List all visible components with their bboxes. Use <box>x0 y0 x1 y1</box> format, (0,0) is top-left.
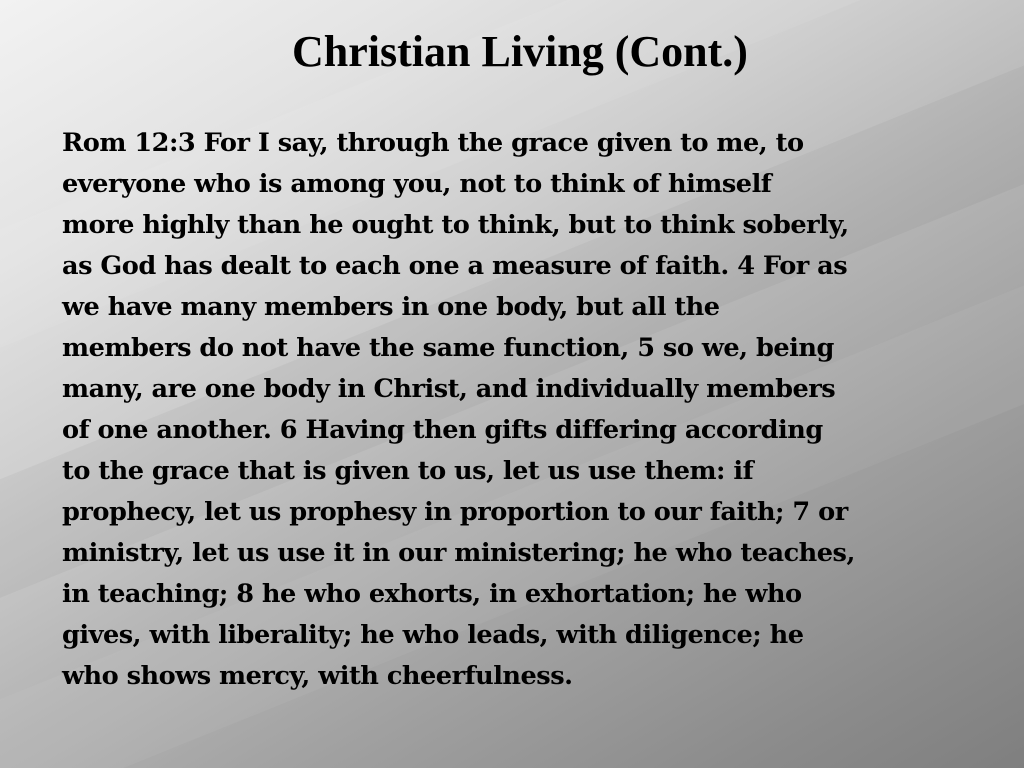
passage-line: ministry, let us use it in our ministering; he who teaches, <box>62 538 855 568</box>
passage-line: Rom 12:3 For I say, through the grace given to me, to <box>62 128 804 158</box>
passage-line: of one another. 6 Having then gifts differing according <box>62 415 823 445</box>
passage-line: who shows mercy, with cheerfulness. <box>62 661 573 691</box>
passage-line: prophecy, let us prophesy in proportion to our faith; 7 or <box>62 497 848 527</box>
slide-title: Christian Living (Cont.) <box>292 27 748 76</box>
passage-line: gives, with liberality; he who leads, with diligence; he <box>62 620 804 650</box>
passage-line: as God has dealt to each one a measure of faith. 4 For as <box>62 251 848 281</box>
passage-line: in teaching; 8 he who exhorts, in exhortation; he who <box>62 579 802 609</box>
passage-line: many, are one body in Christ, and individually members <box>62 374 836 404</box>
passage-line: more highly than he ought to think, but to think soberly, <box>62 210 849 240</box>
passage-line: members do not have the same function, 5 so we, being <box>62 333 834 363</box>
scripture-passage <box>62 123 962 697</box>
passage-line: to the grace that is given to us, let us use them: if <box>62 456 754 486</box>
passage-line: everyone who is among you, not to think of himself <box>62 169 772 199</box>
passage-line: we have many members in one body, but all the <box>62 292 720 322</box>
